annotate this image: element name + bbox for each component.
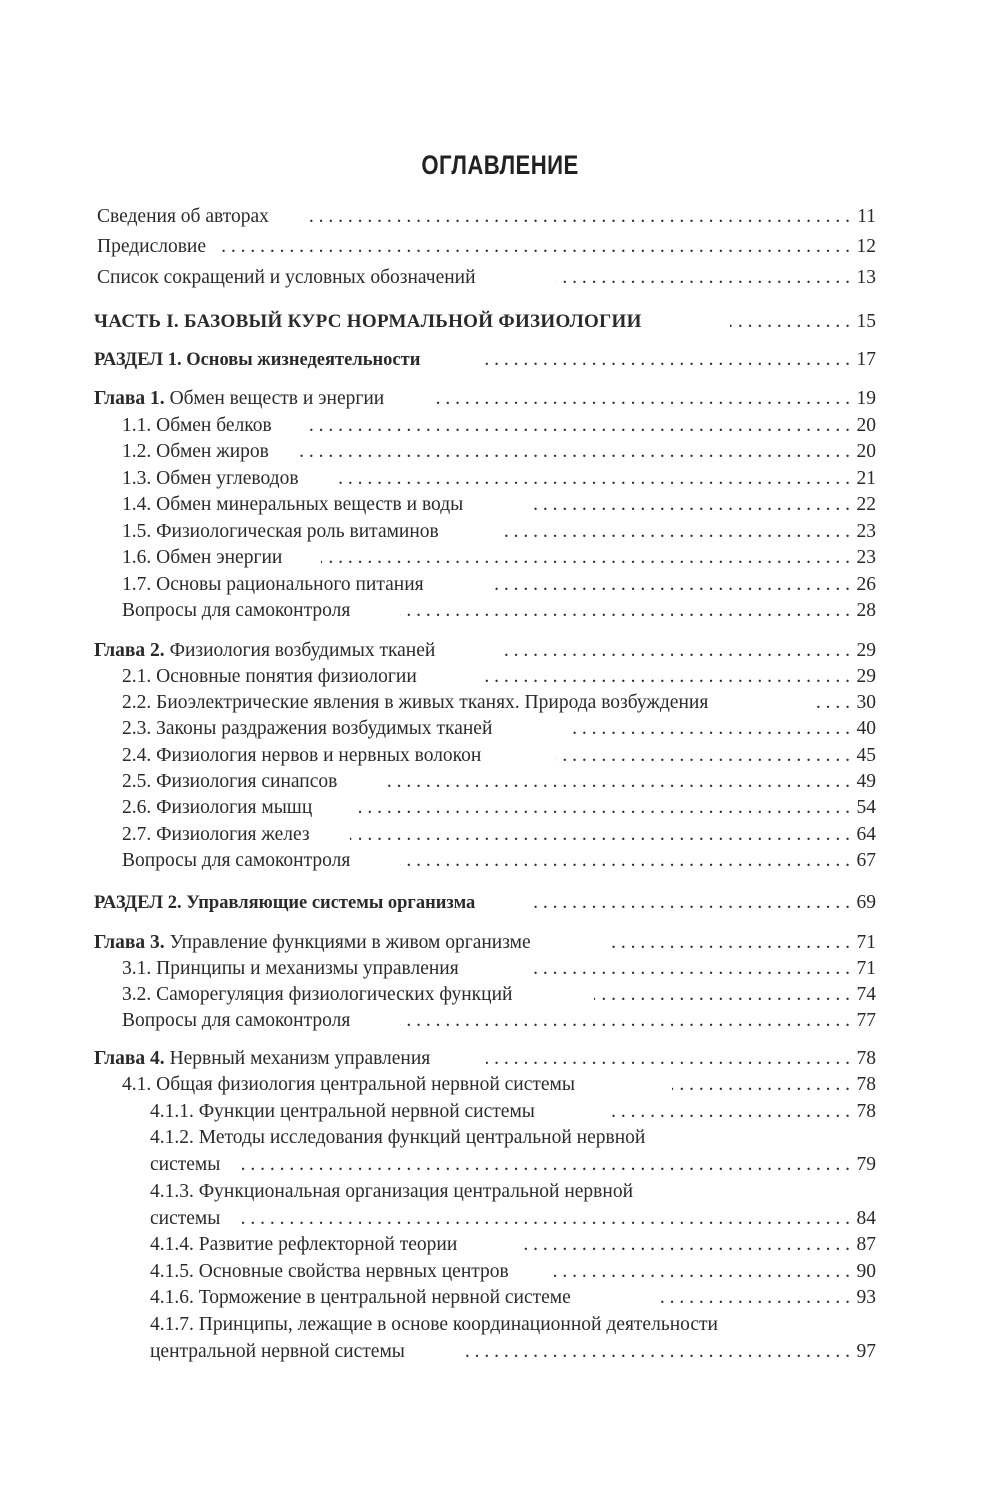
leader-dots <box>672 1072 850 1098</box>
toc-page-number: 67 <box>856 850 876 871</box>
toc-entry[interactable] <box>0 769 1000 795</box>
toc-entry[interactable] <box>0 690 1000 716</box>
toc-page-number: 77 <box>856 1010 876 1031</box>
toc-entry-text: Вопросы для самоконтроля <box>122 1010 351 1031</box>
toc-page-number: 54 <box>856 797 876 818</box>
toc-entry-text: РАЗДЕЛ 2. Управляющие системы организма <box>94 893 476 913</box>
leader-dots <box>594 982 850 1008</box>
toc-page-number: 49 <box>856 771 876 792</box>
toc-page-number: 64 <box>856 824 876 845</box>
toc-entry[interactable] <box>0 795 1000 821</box>
toc-entry-text: 4.1.5. Основные свойства нервных центров <box>150 1261 509 1282</box>
toc-entry[interactable] <box>0 982 1000 1008</box>
toc-page-number: 74 <box>856 984 876 1005</box>
toc-entry-continuation: центральной нервной системы <box>150 1341 405 1362</box>
toc-chapter-heading[interactable] <box>0 930 1000 956</box>
toc-chapter-heading[interactable] <box>0 1046 1000 1072</box>
toc-entry[interactable] <box>0 598 1000 624</box>
leader-dots <box>556 265 850 291</box>
toc-entry[interactable] <box>0 234 1000 260</box>
toc-entry-multiline-first[interactable] <box>0 1125 1000 1151</box>
toc-entry-text: 2.2. Биоэлектрические явления в живых тканях. Природа возбуждения <box>122 692 709 713</box>
toc-page-number: 79 <box>856 1154 876 1175</box>
toc-page-number: 71 <box>856 932 876 953</box>
leader-dots <box>482 347 850 373</box>
toc-entry-text: Обмен веществ и энергии <box>169 388 385 409</box>
toc-page-number: 20 <box>856 441 876 462</box>
toc-page-number: 78 <box>856 1101 876 1122</box>
toc-page-number: 93 <box>856 1287 876 1308</box>
toc-chapter-heading[interactable] <box>0 638 1000 664</box>
toc-entry[interactable] <box>0 413 1000 439</box>
toc-entry-multiline-last[interactable] <box>0 1152 1000 1178</box>
leader-dots <box>500 638 850 664</box>
leader-dots <box>296 439 850 465</box>
toc-entry[interactable] <box>0 956 1000 982</box>
leader-dots <box>730 309 850 335</box>
toc-page-number: 13 <box>856 267 876 288</box>
toc-entry[interactable] <box>0 545 1000 571</box>
toc-entry-text: 4.1.3. Функциональная организация центральной нервной <box>150 1181 634 1202</box>
leader-dots <box>236 1152 850 1178</box>
toc-entry-text: Сведения об авторах <box>97 206 269 227</box>
leader-dots <box>222 234 850 260</box>
toc-entry-text: 2.1. Основные понятия физиологии <box>122 666 417 687</box>
toc-section-heading[interactable] <box>0 890 1000 916</box>
toc-page-number: 26 <box>856 574 876 595</box>
leader-dots <box>532 890 850 916</box>
toc-page-number: 21 <box>856 468 876 489</box>
toc-chapter-heading[interactable] <box>0 386 1000 412</box>
toc-page-number: 22 <box>856 494 876 515</box>
leader-dots <box>550 1259 850 1285</box>
toc-entry-text: 1.3. Обмен углеводов <box>122 468 299 489</box>
toc-page-number: 90 <box>856 1261 876 1282</box>
leader-dots <box>400 1008 850 1034</box>
toc-page-number: 30 <box>856 692 876 713</box>
toc-part-heading[interactable] <box>0 309 1000 335</box>
toc-entry-text: 2.4. Физиология нервов и нервных волокон <box>122 745 482 766</box>
toc-entry-text: Управление функциями в живом организме <box>169 932 531 953</box>
toc-entry-text: ЧАСТЬ I. БАЗОВЫЙ КУРС НОРМАЛЬНОЙ ФИЗИОЛОГИИ <box>94 311 642 332</box>
toc-entry[interactable] <box>0 1285 1000 1311</box>
toc-entry-text: 4.1.2. Методы исследования функций центральной нервной <box>150 1127 646 1148</box>
toc-entry-text: 3.2. Саморегуляция физиологических функций <box>122 984 513 1005</box>
leader-dots <box>321 545 850 571</box>
toc-entry-text: РАЗДЕЛ 1. Основы жизнедеятельности <box>94 350 421 370</box>
toc-entry[interactable] <box>0 466 1000 492</box>
leader-dots <box>305 413 850 439</box>
toc-entry-text: Физиология возбудимых тканей <box>169 640 436 661</box>
toc-page-number: 17 <box>856 349 876 370</box>
toc-entry[interactable] <box>0 439 1000 465</box>
toc-entry-text: Нервный механизм управления <box>169 1048 431 1069</box>
toc-entry-text: 1.4. Обмен минеральных веществ и воды <box>122 494 464 515</box>
toc-entry-text: 1.2. Обмен жиров <box>122 441 269 462</box>
toc-entry-text: 4.1.6. Торможение в центральной нервной системе <box>150 1287 571 1308</box>
toc-entry-text: 2.5. Физиология синапсов <box>122 771 338 792</box>
leader-dots <box>654 1285 850 1311</box>
toc-entry-text: 1.6. Обмен энергии <box>122 547 283 568</box>
leader-dots <box>612 1099 850 1125</box>
leader-dots <box>505 519 850 545</box>
leader-dots <box>464 1339 850 1365</box>
toc-page-number: 20 <box>856 415 876 436</box>
toc-entry-text: 3.1. Принципы и механизмы управления <box>122 958 459 979</box>
toc-entry-text: 4.1.4. Развитие рефлекторной теории <box>150 1234 458 1255</box>
toc-page-number: 40 <box>856 718 876 739</box>
toc-entry[interactable] <box>0 1099 1000 1125</box>
toc-entry-text: Предисловие <box>97 236 207 257</box>
toc-entry-text: 4.1.7. Принципы, лежащие в основе координационной деятельности <box>150 1314 718 1335</box>
toc-entry-text: 4.1.1. Функции центральной нервной системы <box>150 1101 535 1122</box>
toc-page-number: 15 <box>856 311 876 332</box>
leader-dots <box>529 492 850 518</box>
toc-entry[interactable] <box>0 1259 1000 1285</box>
leader-dots <box>400 598 850 624</box>
leader-dots <box>352 795 850 821</box>
toc-entry-text: 1.7. Основы рационального питания <box>122 574 424 595</box>
leader-dots <box>488 572 850 598</box>
toc-entry-text: 2.6. Физиология мышц <box>122 797 313 818</box>
toc-page-number: 87 <box>856 1234 876 1255</box>
toc-entry-text: 1.5. Физиологическая роль витаминов <box>122 521 439 542</box>
toc-entry[interactable] <box>0 848 1000 874</box>
toc-entry[interactable] <box>0 1232 1000 1258</box>
chapter-label: Глава 4. <box>94 1048 165 1069</box>
toc-page-number: 78 <box>856 1074 876 1095</box>
toc-page-number: 19 <box>856 388 876 409</box>
leader-dots <box>384 769 850 795</box>
leader-dots <box>810 690 850 716</box>
toc-entry[interactable] <box>0 519 1000 545</box>
chapter-label: Глава 3. <box>94 932 165 953</box>
toc-entry-text: Вопросы для самоконтроля <box>122 850 351 871</box>
chapter-label: Глава 1. <box>94 388 165 409</box>
toc-entry[interactable] <box>0 716 1000 742</box>
toc-page-number: 23 <box>856 521 876 542</box>
toc-entry-multiline-first[interactable] <box>0 1312 1000 1338</box>
leader-dots <box>334 466 850 492</box>
toc-page-number: 28 <box>856 600 876 621</box>
leader-dots <box>570 716 850 742</box>
toc-entry[interactable] <box>0 822 1000 848</box>
toc-entry-text: Список сокращений и условных обозначений <box>97 267 476 288</box>
leader-dots <box>350 822 850 848</box>
leader-dots <box>236 1206 850 1232</box>
toc-page-number: 11 <box>857 206 876 227</box>
toc-entry-multiline-last[interactable] <box>0 1206 1000 1232</box>
toc-entry[interactable] <box>0 265 1000 291</box>
toc-entry-continuation: системы <box>150 1154 221 1175</box>
toc-page-number: 12 <box>856 236 876 257</box>
leader-dots <box>556 743 850 769</box>
toc-entry-text: 2.3. Законы раздражения возбудимых тканей <box>122 718 493 739</box>
leader-dots <box>522 1232 850 1258</box>
toc-entry[interactable] <box>0 1072 1000 1098</box>
toc-page-number: 29 <box>856 666 876 687</box>
toc-entry-multiline-first[interactable] <box>0 1179 1000 1205</box>
toc-entry[interactable] <box>0 204 1000 230</box>
leader-dots <box>486 1046 850 1072</box>
toc-entry-text: 2.7. Физиология желез <box>122 824 310 845</box>
toc-entry[interactable] <box>0 1008 1000 1034</box>
toc-entry-text: 1.1. Обмен белков <box>122 415 272 436</box>
toc-page-number: 84 <box>856 1208 876 1229</box>
toc-page-number: 71 <box>856 958 876 979</box>
toc-page-number: 29 <box>856 640 876 661</box>
toc-entry[interactable] <box>0 743 1000 769</box>
toc-entry[interactable] <box>0 664 1000 690</box>
toc-entry-continuation: системы <box>150 1208 221 1229</box>
leader-dots <box>480 664 850 690</box>
page-title: ОГЛАВЛЕНИЕ <box>421 150 579 180</box>
toc-entry[interactable] <box>0 492 1000 518</box>
toc-page-number: 97 <box>856 1341 876 1362</box>
toc-page-number: 23 <box>856 547 876 568</box>
leader-dots <box>400 848 850 874</box>
chapter-label: Глава 2. <box>94 640 165 661</box>
toc-entry-multiline-last[interactable] <box>0 1339 1000 1365</box>
toc-entry-text: 4.1. Общая физиология центральной нервной системы <box>122 1074 575 1095</box>
leader-dots <box>612 930 850 956</box>
toc-section-heading[interactable] <box>0 347 1000 373</box>
toc-page-number: 69 <box>856 892 876 913</box>
leader-dots <box>528 956 850 982</box>
toc-entry[interactable] <box>0 572 1000 598</box>
leader-dots <box>307 204 850 230</box>
toc-entry-text: Вопросы для самоконтроля <box>122 600 351 621</box>
toc-page-number: 78 <box>856 1048 876 1069</box>
toc-page-number: 45 <box>856 745 876 766</box>
leader-dots <box>432 386 850 412</box>
